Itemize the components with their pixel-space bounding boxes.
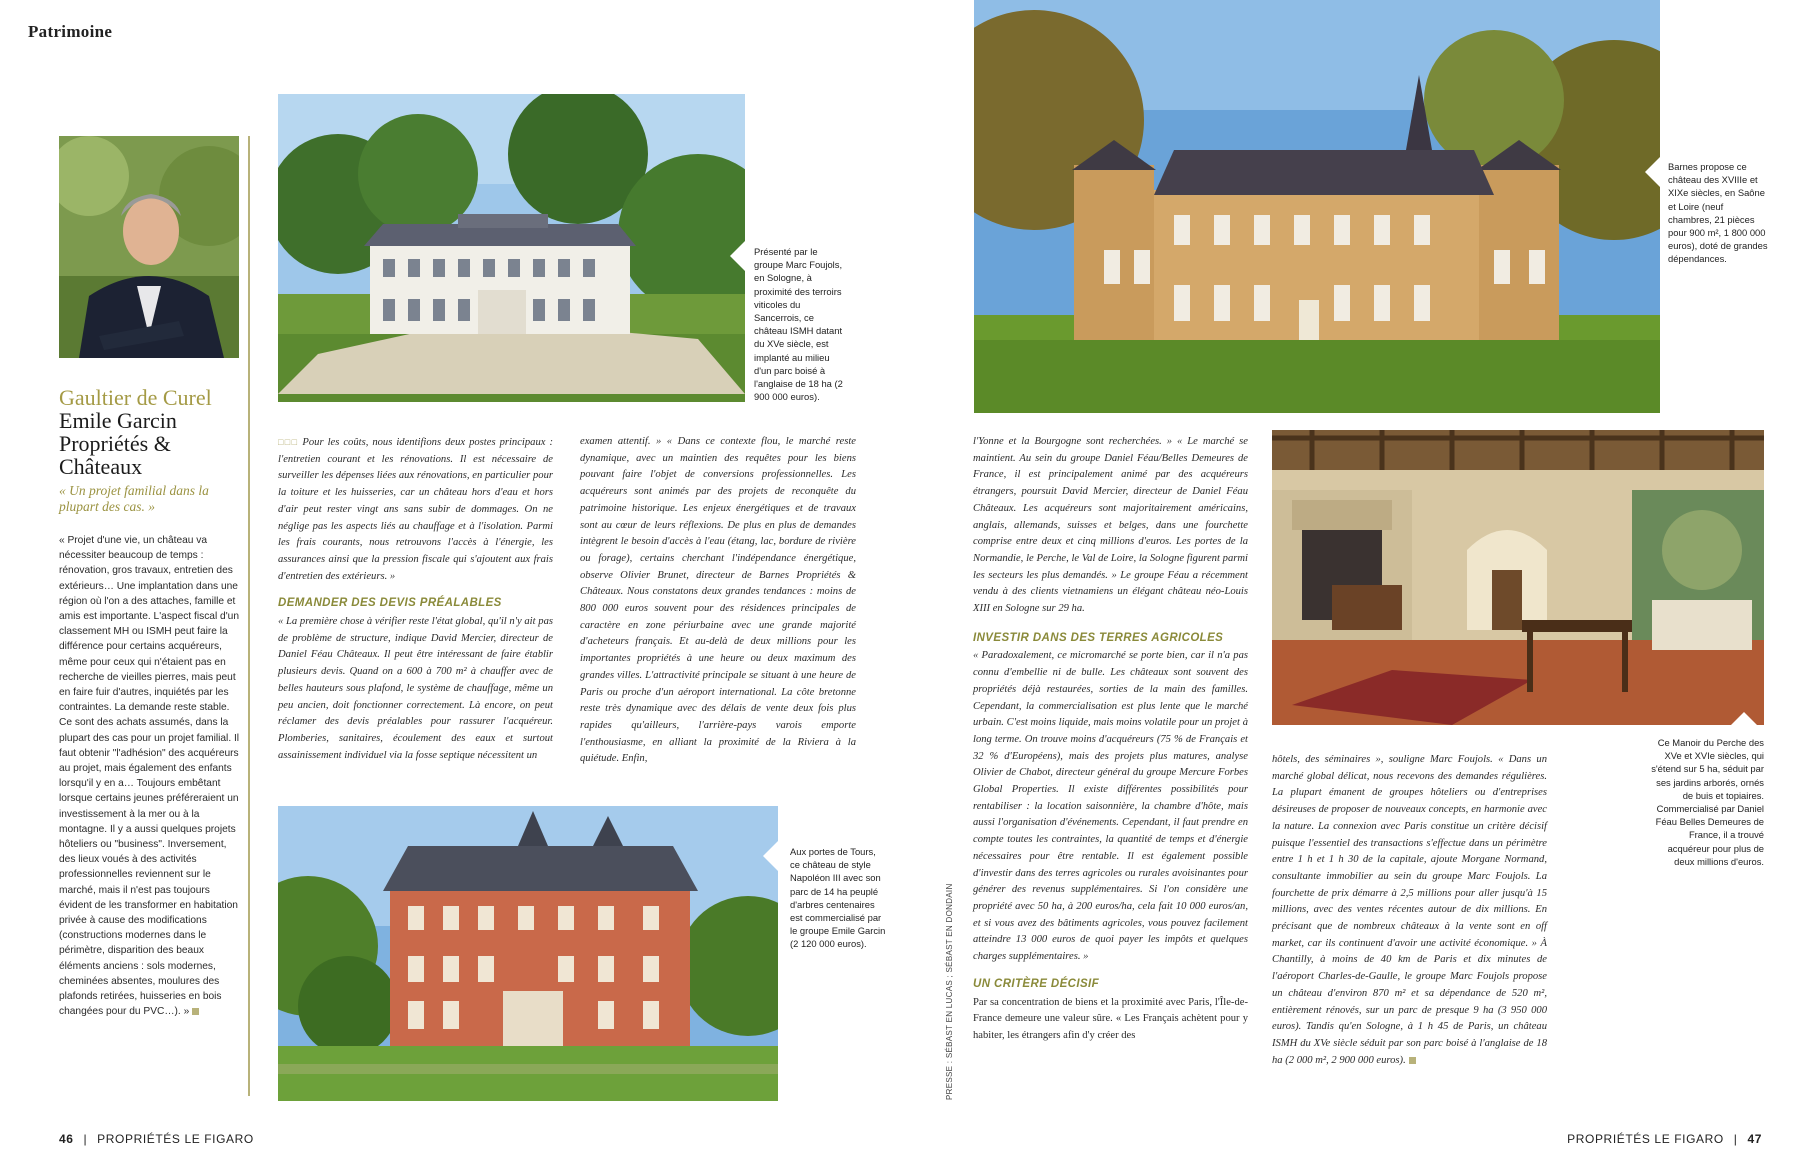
name-gaultier: Gaultier de Curel (59, 385, 212, 410)
article-column-1 (278, 434, 553, 764)
footer-left (59, 1132, 254, 1146)
footer-magazine-title-right: PROPRIÉTÉS LE FIGARO (1567, 1132, 1724, 1146)
name-company-3: Châteaux (59, 454, 143, 479)
col1-p2: « La première chose à vérifier reste l'état global, qu'il n'y ait pas de problème de structure, indique David Mercier, directeur de Daniel Féau Châteaux. Il peut être intéressant de faire établir plusieurs devis. Quand on a 600 à 700 m² à chauffer avec de belles hauteurs sous plafond, le système de chauffage, même un peu ancien, doit fonctionner correctement. Là encore, on peut réclamer des devis préalables pour rassurer l'acquéreur. Plomberies, sanitaires, écoulement des eaux et surtout assainissement individuel via la fosse septique nécessitent un (278, 616, 553, 761)
footer-magazine-title-left: PROPRIÉTÉS LE FIGARO (97, 1132, 254, 1146)
sidebar-interview-text (59, 533, 241, 1020)
subhead-devis: DEMANDER DES DEVIS PRÉALABLES (278, 597, 502, 610)
col3-p1: l'Yonne et la Bourgogne sont recherchées. » « Le marché se maintient. Au sein du groupe Daniel Féau/Belles Demeures de France, il est principalement animé par des acquéreurs étrangers, poursuit David Mercier, directeur de Daniel Féau Châteaux. Les acquéreurs sont majoritairement américains, anglais, allemands, suisses et belges, dans une fourchette comprise entre deux et cinq millions d'euros. Les portes de la Normandie, le Perche, le Val de Loire, la Sologne figurent parmi les secteurs les plus demandés. » Le groupe Féau a récemment vendu à des clients vietnamiens un élégant château néo-Louis XIII en Sologne sur 29 ha. (973, 436, 1248, 615)
caption-pointer-2 (763, 840, 779, 872)
caption-pointer-4 (1730, 712, 1758, 726)
photo-manoir-perche-interior (1272, 430, 1764, 725)
caption-pointer-3 (1645, 156, 1661, 188)
caption-pointer-1 (730, 240, 746, 272)
end-mark (1409, 1057, 1416, 1064)
name-company-1: Emile Garcin (59, 408, 177, 433)
caption-chateau-tours: Aux portes de Tours, ce château de style Napoléon III avec son parc de 14 ha peuplé d'arbres centenaires est commercialisé par le groupe Emile Garcin (2 120 000 euros). (790, 846, 886, 950)
sidebar-quote: « Un projet familial dans la plupart des cas. » (59, 483, 209, 514)
footer-right (1567, 1132, 1762, 1146)
portrait-photo (59, 136, 239, 358)
article-column-2: examen attentif. » « Dans ce contexte flou, le marché reste dynamique, avec un maintien des requêtes pour les biens pouvant faire l'objet de conversions professionnelles. Les acquéreurs sont animés par des projets de reconquête du patrimoine historique. Les enjeux énergétiques et de travaux sont au cœur de leurs réflexions. De plus en plus de demandes intègrent le besoin d'accès à l'eau (étang, lac, bordure de rivière ou forage), certains cherchant l'indépendance énergétique, observe Olivier Brunet, directeur de Barnes Propriétés & Châteaux. Nous constatons deux grandes tendances : moins de 800 000 euros souvent pour des résidences principales de caractère en zone périurbaine avec une grande majorité d'acheteurs français. Et au-delà de deux millions pour les importantes propriétés à une heure ou deux maximum des grandes villes. L'attractivité principale se situant à une heure de Paris ou proche d'un aéroport international. La côte bretonne reste très dynamique avec des délais de vente deux fois plus rapides qu'ailleurs, l'arrière-pays varois emporte l'enthousiasme, en alliant la proximité de la Riviera à la quiétude. Enfin, (580, 436, 856, 765)
photo-chateau-sologne (278, 94, 745, 402)
col1-paragraph-1: □□□ Pour les coûts, nous identifions deux postes principaux : l'entretien courant et les rénovations. Il est nécessaire de surveiller les dépenses liées aux rénovations, en particulier pour la toiture et les huisseries, car un château hors d'eau et hors d'air peut rester vingt ans sans subir de dommages. On ne néglige pas les aspects liés au chauffage et à l'isolation. Parmi les frais courants, nous retrouvons l'accès à l'énergie, les assurances ainsi que la pression fiscale qui s'ajoutent aux frais d'entretien des extérieurs. » (278, 437, 553, 582)
page-number-right: 47 (1747, 1132, 1762, 1146)
article-column-3 (973, 434, 1248, 1045)
photo-chateau-tours (278, 806, 778, 1101)
sidebar-rule (248, 136, 250, 1096)
col3-p3: Par sa concentration de biens et la proximité avec Paris, l'Île-de-France demeure une valeur sûre. « Les Français achètent pour y habiter, les étrangers afin d'y créer des (973, 996, 1248, 1041)
col3-p2: « Paradoxalement, ce micromarché se porte bien, car il n'a pas connu d'embellie ni de bulle. Les châteaux sont souvent des propriétés déjà restaurées, sorties de la main des familles. Cependant, la commercialisation est plus lente que le marché urbain. C'est moins liquide, mais moins volatile pour un projet à long terme. On trouve moins d'acquéreurs (75 % de Français et 32 % d'Européens), mais des projets plus matures, analyse Olivier de Chabot, directeur général du groupe Mercure Forbes Global Properties. Il existe différentes possibilités pour rentabiliser : la location saisonnière, la chambre d'hôte, mais aussi l'organisation d'événements. Cependant, il faut prendre en compte toutes les contraintes, la quantité de temps et d'énergie nécessaires pour être rentable. Il est également possible d'investir dans des terres agricoles ou rurales avoisinantes pour générer des revenus supplémentaires. Si l'on considère une propriété avec 50 ha, à 200 euros/ha, cela fait 10 000 euros/an, et si vous avez des bâtiments agricoles, vous pouvez facilement atteindre 13 000 euros de quoi payer les impôts et quelques charges supplémentaires. » (973, 650, 1248, 963)
photo-chateau-saone-loire (974, 0, 1660, 413)
footer-separator: | (1733, 1132, 1738, 1146)
subhead-critere-decisif: UN CRITÈRE DÉCISIF (973, 977, 1100, 990)
photo-credit: PRESSE : SÉBAST EN LUCAS ; SÉBAST EN DONDAIN (945, 883, 954, 1100)
sidebar-name-block (59, 386, 245, 478)
caption-chateau-saone-loire: Barnes propose ce château des XVIIIe et XIXe siècles, en Saône et Loire (neuf chambres, 21 pièces pour 900 m², 1 800 000 euros), doté de grandes dépendances. (1668, 161, 1768, 265)
col1-p1: Pour les coûts, nous identifions deux postes principaux : l'entretien courant et les rénovations. Il est nécessaire de surveiller les dépenses liées aux rénovations, en particulier pour la toiture et les huisseries, car un château hors d'eau et hors d'air peut rester vingt ans sans subir de dommages. On ne néglige pas les aspects liés au chauffage et à l'isolation. Parmi les frais courants, nous retrouvons l'accès à l'énergie, les assurances ainsi que la pression fiscale qui s'ajoutent aux frais d'entretien des extérieurs. » (278, 437, 553, 582)
section-title: Patrimoine (28, 22, 113, 41)
col4-p1: hôtels, des séminaires », souligne Marc Foujols. « Dans un marché global délicat, nous recevons des demandes régulières. La plupart émanent de groupes hôteliers ou d'entreprises désireuses de proposer de nouveaux concepts, en harmonie avec la nature. La connexion avec Paris constitue un critère décisif puisque l'essentiel des transactions s'effectue dans un périmètre entre 1 h et 1 h 30 de la capitale, ajoute Morgane Normand, consultante immobilier au sein du groupe Marc Foujols. La fourchette de prix démarre à 2,5 millions pour aller jusqu'à 15 millions, avec des ventes récentes autour de dix millions. En précisant que de nombreux châteaux à la vente sont en off market, car ils continuent d'avoir une activité économique. » À Chantilly, à moins de 40 km de Paris et dix minutes de l'aéroport Charles-de-Gaulle, le groupe Marc Foujols propose un château d'environ 870 m² et sa dépendance de 520 m², entièrement rénovés, sur un parc de presque 9 ha (3 950 000 euros). Tandis qu'en Sologne, à 1 h 45 de Paris, un château ISMH du XVe siècle séduit par son parc boisé à l'anglaise de 18 ha (2 000 m², 2 900 000 euros). (1272, 754, 1547, 1066)
caption-chateau-sologne: Présenté par le groupe Marc Foujols, en Sologne, à proximité des terroirs viticoles du Sancerrois, ce château ISMH datant du XVe siècle, est implanté au milieu d'un parc boisé à l'anglaise de 18 ha (2 900 000 euros). (754, 246, 843, 403)
caption-manoir-perche: Ce Manoir du Perche des XVe et XVIe siècles, qui s'étend sur 5 ha, séduit par ses jardins arborés, ornés de buis et topiaires. Commercialisé par Daniel Féau Belles Demeures de France, il a trouvé acquéreur pour plus de deux millions d'euros. (1651, 737, 1764, 867)
page-number-left: 46 (59, 1132, 74, 1146)
article-column-4 (1272, 752, 1547, 1069)
end-mark (192, 1008, 199, 1015)
subhead-terres-agricoles: INVESTIR DANS DES TERRES AGRICOLES (973, 631, 1224, 644)
name-company-2: Propriétés & (59, 431, 171, 456)
footer-separator: | (83, 1132, 88, 1146)
sidebar-interview-body: « Projet d'une vie, un château va nécessiter beaucoup de temps : rénovation, gros travaux, entretien des extérieurs… Une implantation dans une région où l'on a des attaches, famille et amis est importante. L'aspect fiscal d'un classement MH ou ISMH peut faire la différence pour certains acquéreurs, même pour ceux qui n'étaient pas en recherche de vieilles pierres, mais peut en faire fuir d'autres, inquiétés par les contraintes. La demande reste stable. Ce sont des achats assumés, dans la plupart des cas pour un projet familial. Il faut obtenir "l'adhésion" des acquéreurs au projet, mais également des enfants lorsqu'il y en a… Toujours embêtant lorsque certains jeunes préféreraient un investissement à la mer ou à la montagne. Il y a aussi quelques projets hôteliers ou "business". Inversement, des lieux voués à des activités professionnelles reviennent sur le marché, mais il n'est pas toujours évident de les transformer en habitation privée à cause des modifications (constructions modernes dans le périmètre, disparition des beaux éléments anciens : sols modernes, cheminées absentes, moulures des plafonds retirées, huisseries en bois changées pour du PVC…). » (59, 535, 240, 1018)
